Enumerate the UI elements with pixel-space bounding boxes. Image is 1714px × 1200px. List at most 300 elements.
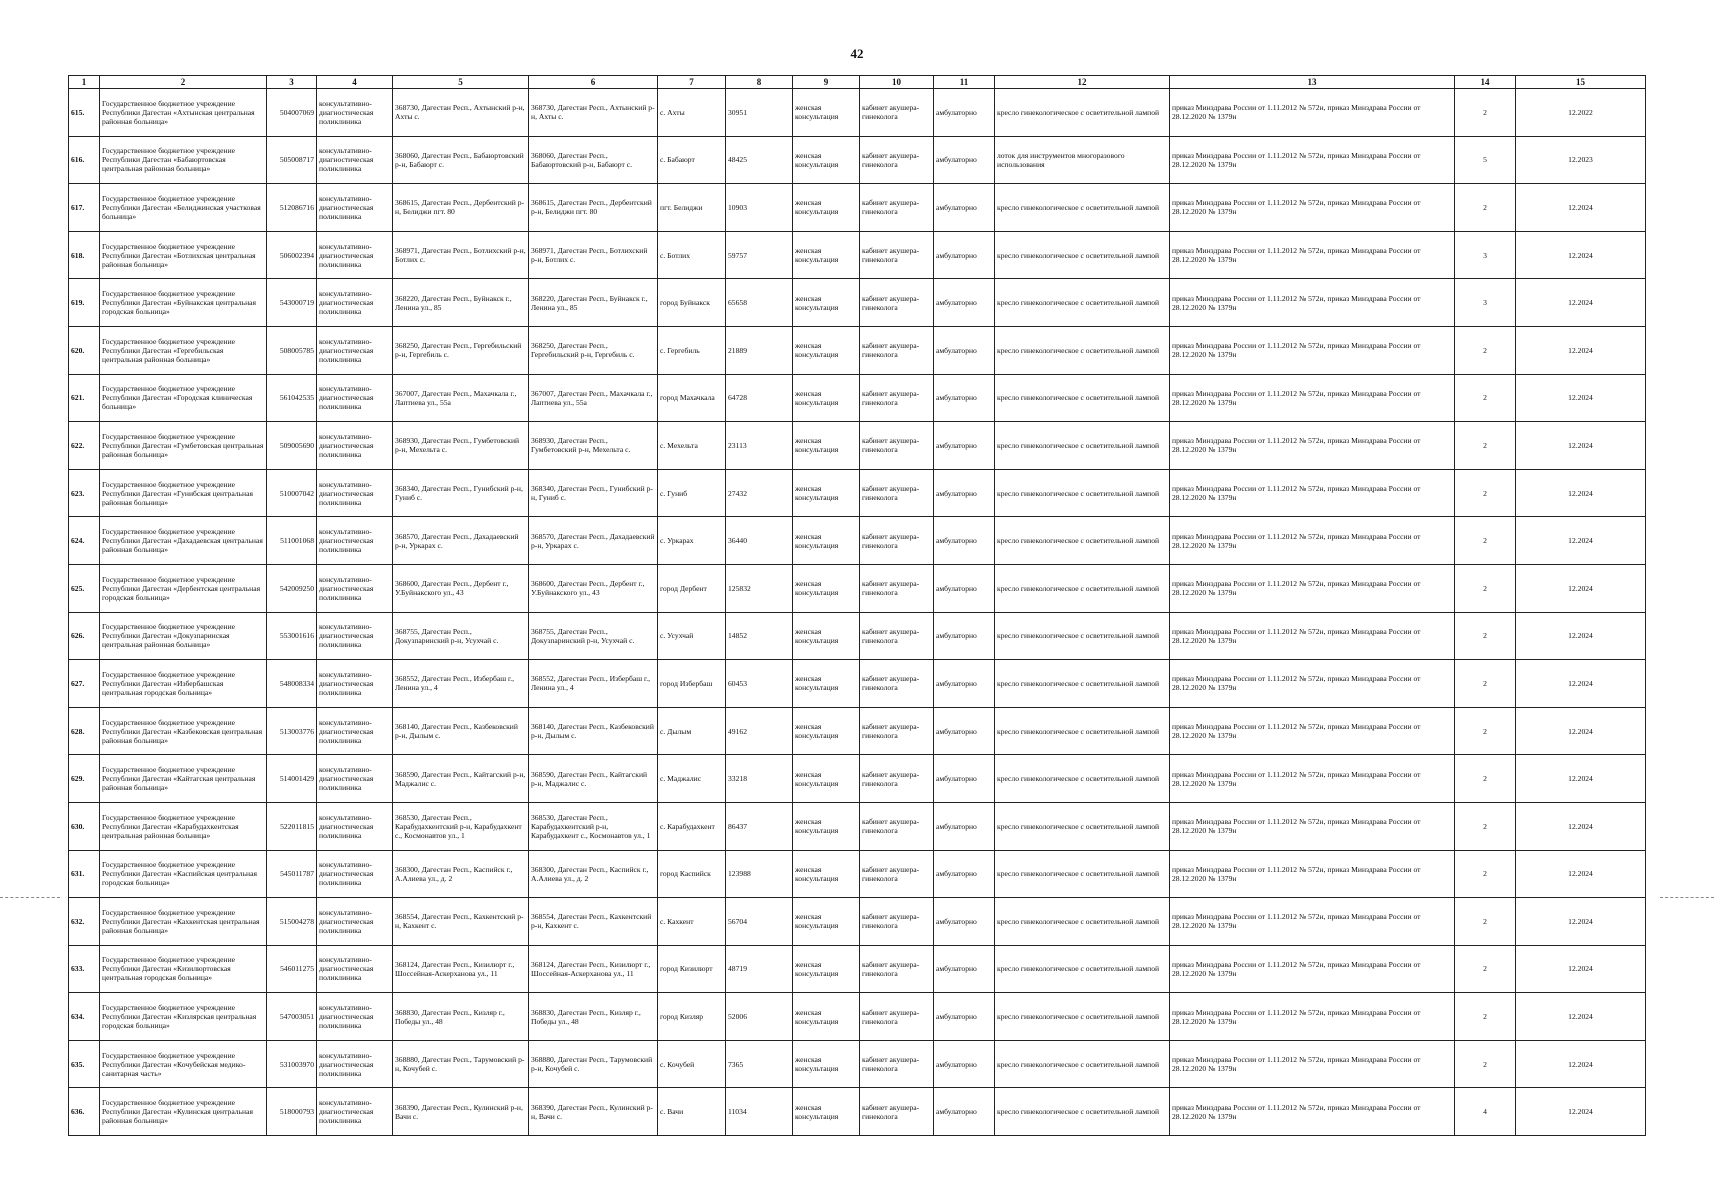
organization-name: Государственное бюджетное учреждение Республики Дагестан «Гумбетовская центральная районная больница» — [100, 422, 267, 470]
department: женская консультация — [793, 1088, 860, 1136]
care-form: амбулаторно — [934, 1040, 995, 1088]
care-form: амбулаторно — [934, 136, 995, 184]
population: 10903 — [726, 184, 793, 232]
organization-code: 545011787 — [267, 850, 317, 898]
department: женская консультация — [793, 612, 860, 660]
row-number: 634. — [69, 993, 100, 1041]
organization-code: 505008717 — [267, 136, 317, 184]
settlement: с. Мехельта — [658, 422, 726, 470]
organization-code: 509005690 — [267, 422, 317, 470]
facility-type: консультативно-диагностическая поликлиника — [317, 707, 393, 755]
organization-code: 511001068 — [267, 517, 317, 565]
delivery-date: 12.2024 — [1516, 184, 1646, 232]
equipment-name: кресло гинекологическое с осветительной лампой — [995, 517, 1170, 565]
equipment-name: кресло гинекологическое с осветительной лампой — [995, 326, 1170, 374]
legal-address: 368124, Дагестан Респ., Кизилюрт г., Шоссейная-Аскерханова ул., 11 — [393, 945, 529, 993]
equipment-name: кресло гинекологическое с осветительной лампой — [995, 660, 1170, 708]
legal-basis: приказ Минздрава России от 1.11.2012 № 572н, приказ Минздрава России от 28.12.2020 № 1379н — [1170, 707, 1455, 755]
facility-type: консультативно-диагностическая поликлиника — [317, 1040, 393, 1088]
department: женская консультация — [793, 422, 860, 470]
row-number: 630. — [69, 802, 100, 850]
row-number: 636. — [69, 1088, 100, 1136]
column-number: 2 — [100, 76, 267, 89]
actual-address: 368570, Дагестан Респ., Дахадаевский р-н, Уркарах с. — [529, 517, 658, 565]
row-number: 615. — [69, 89, 100, 137]
room-type: кабинет акушера-гинеколога — [860, 136, 934, 184]
room-type: кабинет акушера-гинеколога — [860, 422, 934, 470]
department: женская консультация — [793, 326, 860, 374]
organization-name: Государственное бюджетное учреждение Республики Дагестан «Городская клиническая больница» — [100, 374, 267, 422]
room-type: кабинет акушера-гинеколога — [860, 184, 934, 232]
actual-address: 368880, Дагестан Респ., Тарумовский р-н, Кочубей с. — [529, 1040, 658, 1088]
quantity: 2 — [1455, 422, 1516, 470]
room-type: кабинет акушера-гинеколога — [860, 755, 934, 803]
organization-name: Государственное бюджетное учреждение Республики Дагестан «Ботлихская центральная районная больница» — [100, 231, 267, 279]
legal-address: 368755, Дагестан Респ., Докузпаринский р-н, Усухчай с. — [393, 612, 529, 660]
row-number: 635. — [69, 1040, 100, 1088]
room-type: кабинет акушера-гинеколога — [860, 374, 934, 422]
legal-basis: приказ Минздрава России от 1.11.2012 № 572н, приказ Минздрава России от 28.12.2020 № 1379н — [1170, 802, 1455, 850]
organization-code: 548008334 — [267, 660, 317, 708]
actual-address: 368971, Дагестан Респ., Ботлихский р-н, Ботлих с. — [529, 231, 658, 279]
care-form: амбулаторно — [934, 469, 995, 517]
room-type: кабинет акушера-гинеколога — [860, 564, 934, 612]
care-form: амбулаторно — [934, 993, 995, 1041]
table-row — [69, 517, 1646, 565]
table-row — [69, 1040, 1646, 1088]
department: женская консультация — [793, 707, 860, 755]
room-type: кабинет акушера-гинеколога — [860, 945, 934, 993]
room-type: кабинет акушера-гинеколога — [860, 469, 934, 517]
care-form: амбулаторно — [934, 279, 995, 327]
department: женская консультация — [793, 89, 860, 137]
facility-type: консультативно-диагностическая поликлиника — [317, 850, 393, 898]
settlement: с. Ахты — [658, 89, 726, 137]
delivery-date: 12.2024 — [1516, 898, 1646, 946]
settlement: с. Уркарах — [658, 517, 726, 565]
table-row — [69, 326, 1646, 374]
care-form: амбулаторно — [934, 231, 995, 279]
care-form: амбулаторно — [934, 707, 995, 755]
actual-address: 368060, Дагестан Респ., Бабаюртовский р-н, Бабаюрт с. — [529, 136, 658, 184]
quantity: 2 — [1455, 89, 1516, 137]
organization-name: Государственное бюджетное учреждение Республики Дагестан «Кулинская центральная районная больница» — [100, 1088, 267, 1136]
population: 21889 — [726, 326, 793, 374]
department: женская консультация — [793, 1040, 860, 1088]
care-form: амбулаторно — [934, 802, 995, 850]
population: 48719 — [726, 945, 793, 993]
facility-type: консультативно-диагностическая поликлиника — [317, 279, 393, 327]
legal-basis: приказ Минздрава России от 1.11.2012 № 572н, приказ Минздрава России от 28.12.2020 № 1379н — [1170, 612, 1455, 660]
delivery-date: 12.2024 — [1516, 707, 1646, 755]
column-number: 9 — [793, 76, 860, 89]
population: 7365 — [726, 1040, 793, 1088]
table-row — [69, 707, 1646, 755]
actual-address: 368730, Дагестан Респ., Ахтынский р-н, Ахты с. — [529, 89, 658, 137]
facility-type: консультативно-диагностическая поликлиника — [317, 374, 393, 422]
settlement: с. Ботлих — [658, 231, 726, 279]
organization-code: 512086716 — [267, 184, 317, 232]
delivery-date: 12.2024 — [1516, 755, 1646, 803]
organization-name: Государственное бюджетное учреждение Республики Дагестан «Буйнакская центральная городская больница» — [100, 279, 267, 327]
organization-name: Государственное бюджетное учреждение Республики Дагестан «Каспийская центральная городская больница» — [100, 850, 267, 898]
table-row — [69, 660, 1646, 708]
quantity: 3 — [1455, 279, 1516, 327]
row-number: 629. — [69, 755, 100, 803]
register-table — [68, 75, 1646, 1136]
quantity: 2 — [1455, 326, 1516, 374]
organization-code: 522011815 — [267, 802, 317, 850]
legal-address: 368390, Дагестан Респ., Кулинский р-н, Вачи с. — [393, 1088, 529, 1136]
settlement: с. Гергебиль — [658, 326, 726, 374]
legal-address: 368554, Дагестан Респ., Кахкентский р-н, Кахкент с. — [393, 898, 529, 946]
legal-address: 368730, Дагестан Респ., Ахтынский р-н, Ахты с. — [393, 89, 529, 137]
organization-name: Государственное бюджетное учреждение Республики Дагестан «Кахкентская центральная районная больница» — [100, 898, 267, 946]
equipment-name: кресло гинекологическое с осветительной лампой — [995, 898, 1170, 946]
department: женская консультация — [793, 993, 860, 1041]
actual-address: 368300, Дагестан Респ., Каспийск г., А.Алиева ул., д. 2 — [529, 850, 658, 898]
delivery-date: 12.2024 — [1516, 660, 1646, 708]
equipment-name: кресло гинекологическое с осветительной лампой — [995, 469, 1170, 517]
population: 27432 — [726, 469, 793, 517]
column-number: 10 — [860, 76, 934, 89]
row-number: 616. — [69, 136, 100, 184]
delivery-date: 12.2024 — [1516, 279, 1646, 327]
population: 11034 — [726, 1088, 793, 1136]
organization-name: Государственное бюджетное учреждение Республики Дагестан «Дербентская центральная городская больница» — [100, 564, 267, 612]
organization-name: Государственное бюджетное учреждение Республики Дагестан «Карабудахкентская центральная районная больница» — [100, 802, 267, 850]
population: 64728 — [726, 374, 793, 422]
quantity: 2 — [1455, 469, 1516, 517]
actual-address: 367007, Дагестан Респ., Махачкала г., Лаптиева ул., 55а — [529, 374, 658, 422]
actual-address: 368530, Дагестан Респ., Карабудахкентский р-н, Карабудахкент с., Космонавтов ул., 1 — [529, 802, 658, 850]
row-number: 631. — [69, 850, 100, 898]
care-form: амбулаторно — [934, 755, 995, 803]
department: женская консультация — [793, 802, 860, 850]
organization-code: 515004278 — [267, 898, 317, 946]
column-number: 6 — [529, 76, 658, 89]
column-number: 13 — [1170, 76, 1455, 89]
care-form: амбулаторно — [934, 898, 995, 946]
organization-code: 542009250 — [267, 564, 317, 612]
facility-type: консультативно-диагностическая поликлиника — [317, 1088, 393, 1136]
department: женская консультация — [793, 279, 860, 327]
delivery-date: 12.2024 — [1516, 469, 1646, 517]
room-type: кабинет акушера-гинеколога — [860, 231, 934, 279]
legal-basis: приказ Минздрава России от 1.11.2012 № 572н, приказ Минздрава России от 28.12.2020 № 1379н — [1170, 136, 1455, 184]
delivery-date: 12.2024 — [1516, 374, 1646, 422]
organization-code: 543000719 — [267, 279, 317, 327]
settlement: пгт. Белиджи — [658, 184, 726, 232]
table-row — [69, 564, 1646, 612]
population: 36440 — [726, 517, 793, 565]
equipment-name: кресло гинекологическое с осветительной лампой — [995, 89, 1170, 137]
organization-name: Государственное бюджетное учреждение Республики Дагестан «Кизилюртовская центральная городская больница» — [100, 945, 267, 993]
column-number-row — [69, 76, 1646, 89]
equipment-name: кресло гинекологическое с осветительной лампой — [995, 231, 1170, 279]
organization-code: 547003051 — [267, 993, 317, 1041]
care-form: амбулаторно — [934, 564, 995, 612]
column-number: 15 — [1516, 76, 1646, 89]
legal-basis: приказ Минздрава России от 1.11.2012 № 572н, приказ Минздрава России от 28.12.2020 № 1379н — [1170, 422, 1455, 470]
organization-name: Государственное бюджетное учреждение Республики Дагестан «Кочубейская медико-санитарная часть» — [100, 1040, 267, 1088]
actual-address: 368552, Дагестан Респ., Избербаш г., Ленина ул., 4 — [529, 660, 658, 708]
delivery-date: 12.2024 — [1516, 850, 1646, 898]
actual-address: 368220, Дагестан Респ., Буйнакск г., Ленина ул., 85 — [529, 279, 658, 327]
settlement: с. Гуниб — [658, 469, 726, 517]
delivery-date: 12.2024 — [1516, 422, 1646, 470]
equipment-name: кресло гинекологическое с осветительной лампой — [995, 850, 1170, 898]
row-number: 620. — [69, 326, 100, 374]
legal-basis: приказ Минздрава России от 1.11.2012 № 572н, приказ Минздрава России от 28.12.2020 № 1379н — [1170, 898, 1455, 946]
actual-address: 368124, Дагестан Респ., Кизилюрт г., Шоссейная-Аскерханова ул., 11 — [529, 945, 658, 993]
delivery-date: 12.2024 — [1516, 993, 1646, 1041]
row-number: 633. — [69, 945, 100, 993]
organization-name: Государственное бюджетное учреждение Республики Дагестан «Докузпаринская центральная районная больница» — [100, 612, 267, 660]
legal-basis: приказ Минздрава России от 1.11.2012 № 572н, приказ Минздрава России от 28.12.2020 № 1379н — [1170, 184, 1455, 232]
register-rows — [69, 89, 1646, 1136]
equipment-name: кресло гинекологическое с осветительной лампой — [995, 802, 1170, 850]
facility-type: консультативно-диагностическая поликлиника — [317, 136, 393, 184]
population: 60453 — [726, 660, 793, 708]
care-form: амбулаторно — [934, 850, 995, 898]
organization-name: Государственное бюджетное учреждение Республики Дагестан «Гунибская центральная районная больница» — [100, 469, 267, 517]
facility-type: консультативно-диагностическая поликлиника — [317, 755, 393, 803]
column-number: 7 — [658, 76, 726, 89]
row-number: 624. — [69, 517, 100, 565]
facility-type: консультативно-диагностическая поликлиника — [317, 802, 393, 850]
actual-address: 368600, Дагестан Респ., Дербент г., У.Буйнакского ул., 43 — [529, 564, 658, 612]
row-number: 621. — [69, 374, 100, 422]
quantity: 2 — [1455, 945, 1516, 993]
fold-line-right — [1660, 897, 1714, 898]
table-row — [69, 802, 1646, 850]
row-number: 617. — [69, 184, 100, 232]
table-row — [69, 993, 1646, 1041]
equipment-name: лоток для инструментов многоразового использования — [995, 136, 1170, 184]
page-number: 42 — [850, 46, 864, 61]
room-type: кабинет акушера-гинеколога — [860, 993, 934, 1041]
delivery-date: 12.2024 — [1516, 1040, 1646, 1088]
room-type: кабинет акушера-гинеколога — [860, 89, 934, 137]
legal-address: 368060, Дагестан Респ., Бабаюртовский р-н, Бабаюрт с. — [393, 136, 529, 184]
room-type: кабинет акушера-гинеколога — [860, 707, 934, 755]
facility-type: консультативно-диагностическая поликлиника — [317, 660, 393, 708]
column-number: 8 — [726, 76, 793, 89]
care-form: амбулаторно — [934, 612, 995, 660]
organization-code: 513003776 — [267, 707, 317, 755]
equipment-name: кресло гинекологическое с осветительной лампой — [995, 612, 1170, 660]
delivery-date: 12.2024 — [1516, 231, 1646, 279]
organization-name: Государственное бюджетное учреждение Республики Дагестан «Казбековская центральная районная больница» — [100, 707, 267, 755]
quantity: 2 — [1455, 993, 1516, 1041]
population: 125832 — [726, 564, 793, 612]
care-form: амбулаторно — [934, 1088, 995, 1136]
table-row — [69, 184, 1646, 232]
legal-address: 368570, Дагестан Респ., Дахадаевский р-н, Уркарах с. — [393, 517, 529, 565]
legal-address: 368220, Дагестан Респ., Буйнакск г., Ленина ул., 85 — [393, 279, 529, 327]
care-form: амбулаторно — [934, 326, 995, 374]
delivery-date: 12.2024 — [1516, 802, 1646, 850]
row-number: 619. — [69, 279, 100, 327]
column-number: 5 — [393, 76, 529, 89]
population: 30951 — [726, 89, 793, 137]
equipment-name: кресло гинекологическое с осветительной лампой — [995, 564, 1170, 612]
equipment-name: кресло гинекологическое с осветительной лампой — [995, 1040, 1170, 1088]
row-number: 626. — [69, 612, 100, 660]
table-row — [69, 231, 1646, 279]
settlement: с. Карабудахкент — [658, 802, 726, 850]
organization-code: 510007042 — [267, 469, 317, 517]
room-type: кабинет акушера-гинеколога — [860, 850, 934, 898]
equipment-name: кресло гинекологическое с осветительной лампой — [995, 945, 1170, 993]
population: 86437 — [726, 802, 793, 850]
legal-basis: приказ Минздрава России от 1.11.2012 № 572н, приказ Минздрава России от 28.12.2020 № 1379н — [1170, 374, 1455, 422]
population: 23113 — [726, 422, 793, 470]
equipment-name: кресло гинекологическое с осветительной лампой — [995, 374, 1170, 422]
column-number: 1 — [69, 76, 100, 89]
organization-name: Государственное бюджетное учреждение Республики Дагестан «Избербашская центральная городская больница» — [100, 660, 267, 708]
settlement: город Дербент — [658, 564, 726, 612]
equipment-name: кресло гинекологическое с осветительной лампой — [995, 707, 1170, 755]
organization-name: Государственное бюджетное учреждение Республики Дагестан «Ахтынская центральная районная больница» — [100, 89, 267, 137]
table-row — [69, 136, 1646, 184]
facility-type: консультативно-диагностическая поликлиника — [317, 184, 393, 232]
delivery-date: 12.2023 — [1516, 136, 1646, 184]
quantity: 2 — [1455, 612, 1516, 660]
organization-code: 518000793 — [267, 1088, 317, 1136]
legal-basis: приказ Минздрава России от 1.11.2012 № 572н, приказ Минздрава России от 28.12.2020 № 1379н — [1170, 945, 1455, 993]
department: женская консультация — [793, 184, 860, 232]
legal-address: 367007, Дагестан Респ., Махачкала г., Лаптиева ул., 55а — [393, 374, 529, 422]
facility-type: консультативно-диагностическая поликлиника — [317, 422, 393, 470]
organization-name: Государственное бюджетное учреждение Республики Дагестан «Кизлярская центральная городская больница» — [100, 993, 267, 1041]
settlement: с. Кахкент — [658, 898, 726, 946]
organization-code: 531003970 — [267, 1040, 317, 1088]
legal-basis: приказ Минздрава России от 1.11.2012 № 572н, приказ Минздрава России от 28.12.2020 № 1379н — [1170, 517, 1455, 565]
settlement: с. Бабаюрт — [658, 136, 726, 184]
quantity: 2 — [1455, 517, 1516, 565]
settlement: город Избербаш — [658, 660, 726, 708]
legal-basis: приказ Минздрава России от 1.11.2012 № 572н, приказ Минздрава России от 28.12.2020 № 1379н — [1170, 850, 1455, 898]
delivery-date: 12.2024 — [1516, 517, 1646, 565]
legal-address: 368615, Дагестан Респ., Дербентский р-н, Белиджи пгт. 80 — [393, 184, 529, 232]
settlement: с. Маджалис — [658, 755, 726, 803]
delivery-date: 12.2024 — [1516, 1088, 1646, 1136]
department: женская консультация — [793, 469, 860, 517]
table-row — [69, 279, 1646, 327]
table-row — [69, 612, 1646, 660]
legal-basis: приказ Минздрава России от 1.11.2012 № 572н, приказ Минздрава России от 28.12.2020 № 1379н — [1170, 1088, 1455, 1136]
legal-address: 368250, Дагестан Респ., Гергебильский р-н, Гергебиль с. — [393, 326, 529, 374]
legal-address: 368140, Дагестан Респ., Казбековский р-н, Дылым с. — [393, 707, 529, 755]
delivery-date: 12.2024 — [1516, 326, 1646, 374]
organization-code: 508005785 — [267, 326, 317, 374]
settlement: с. Дылым — [658, 707, 726, 755]
quantity: 2 — [1455, 898, 1516, 946]
legal-address: 368930, Дагестан Респ., Гумбетовский р-н, Мехельта с. — [393, 422, 529, 470]
care-form: амбулаторно — [934, 945, 995, 993]
organization-code: 504007069 — [267, 89, 317, 137]
department: женская консультация — [793, 517, 860, 565]
population: 59757 — [726, 231, 793, 279]
room-type: кабинет акушера-гинеколога — [860, 898, 934, 946]
facility-type: консультативно-диагностическая поликлиника — [317, 945, 393, 993]
legal-basis: приказ Минздрава России от 1.11.2012 № 572н, приказ Минздрава России от 28.12.2020 № 1379н — [1170, 755, 1455, 803]
department: женская консультация — [793, 564, 860, 612]
population: 33218 — [726, 755, 793, 803]
row-number: 627. — [69, 660, 100, 708]
settlement: город Махачкала — [658, 374, 726, 422]
equipment-name: кресло гинекологическое с осветительной лампой — [995, 422, 1170, 470]
settlement: город Кизилюрт — [658, 945, 726, 993]
legal-basis: приказ Минздрава России от 1.11.2012 № 572н, приказ Минздрава России от 28.12.2020 № 1379н — [1170, 469, 1455, 517]
quantity: 2 — [1455, 564, 1516, 612]
table-row — [69, 850, 1646, 898]
fold-line-left — [0, 897, 60, 898]
actual-address: 368390, Дагестан Респ., Кулинский р-н, Вачи с. — [529, 1088, 658, 1136]
legal-address: 368880, Дагестан Респ., Тарумовский р-н, Кочубей с. — [393, 1040, 529, 1088]
facility-type: консультативно-диагностическая поликлиника — [317, 517, 393, 565]
legal-address: 368971, Дагестан Респ., Ботлихский р-н, Ботлих с. — [393, 231, 529, 279]
organization-name: Государственное бюджетное учреждение Республики Дагестан «Гергебильская центральная районная больница» — [100, 326, 267, 374]
table-row — [69, 469, 1646, 517]
quantity: 2 — [1455, 660, 1516, 708]
organization-name: Государственное бюджетное учреждение Республики Дагестан «Бабаюртовская центральная районная больница» — [100, 136, 267, 184]
population: 49162 — [726, 707, 793, 755]
actual-address: 368590, Дагестан Респ., Кайтагский р-н, Маджалис с. — [529, 755, 658, 803]
quantity: 2 — [1455, 707, 1516, 755]
care-form: амбулаторно — [934, 517, 995, 565]
room-type: кабинет акушера-гинеколога — [860, 1040, 934, 1088]
settlement: город Каспийск — [658, 850, 726, 898]
legal-basis: приказ Минздрава России от 1.11.2012 № 572н, приказ Минздрава России от 28.12.2020 № 1379н — [1170, 89, 1455, 137]
equipment-name: кресло гинекологическое с осветительной лампой — [995, 993, 1170, 1041]
quantity: 5 — [1455, 136, 1516, 184]
population: 56704 — [726, 898, 793, 946]
facility-type: консультативно-диагностическая поликлиника — [317, 612, 393, 660]
actual-address: 368140, Дагестан Респ., Казбековский р-н, Дылым с. — [529, 707, 658, 755]
legal-address: 368300, Дагестан Респ., Каспийск г., А.Алиева ул., д. 2 — [393, 850, 529, 898]
legal-basis: приказ Минздрава России от 1.11.2012 № 572н, приказ Минздрава России от 28.12.2020 № 1379н — [1170, 279, 1455, 327]
population: 14852 — [726, 612, 793, 660]
legal-address: 368530, Дагестан Респ., Карабудахкентский р-н, Карабудахкент с., Космонавтов ул., 1 — [393, 802, 529, 850]
organization-name: Государственное бюджетное учреждение Республики Дагестан «Дахадаевская центральная районная больница» — [100, 517, 267, 565]
column-number: 11 — [934, 76, 995, 89]
legal-basis: приказ Минздрава России от 1.11.2012 № 572н, приказ Минздрава России от 28.12.2020 № 1379н — [1170, 660, 1455, 708]
room-type: кабинет акушера-гинеколога — [860, 326, 934, 374]
organization-code: 561042535 — [267, 374, 317, 422]
actual-address: 368930, Дагестан Респ., Гумбетовский р-н, Мехельта с. — [529, 422, 658, 470]
facility-type: консультативно-диагностическая поликлиника — [317, 231, 393, 279]
population: 48425 — [726, 136, 793, 184]
care-form: амбулаторно — [934, 184, 995, 232]
settlement: город Буйнакск — [658, 279, 726, 327]
table-row — [69, 374, 1646, 422]
actual-address: 368554, Дагестан Респ., Кахкентский р-н, Кахкент с. — [529, 898, 658, 946]
table-row — [69, 945, 1646, 993]
legal-basis: приказ Минздрава России от 1.11.2012 № 572н, приказ Минздрава России от 28.12.2020 № 1379н — [1170, 993, 1455, 1041]
room-type: кабинет акушера-гинеколога — [860, 802, 934, 850]
department: женская консультация — [793, 660, 860, 708]
table-row — [69, 422, 1646, 470]
care-form: амбулаторно — [934, 89, 995, 137]
quantity: 2 — [1455, 755, 1516, 803]
actual-address: 368340, Дагестан Респ., Гунибский р-н, Гуниб с. — [529, 469, 658, 517]
actual-address: 368250, Дагестан Респ., Гергебильский р-н, Гергебиль с. — [529, 326, 658, 374]
delivery-date: 12.2022 — [1516, 89, 1646, 137]
legal-address: 368340, Дагестан Респ., Гунибский р-н, Гуниб с. — [393, 469, 529, 517]
